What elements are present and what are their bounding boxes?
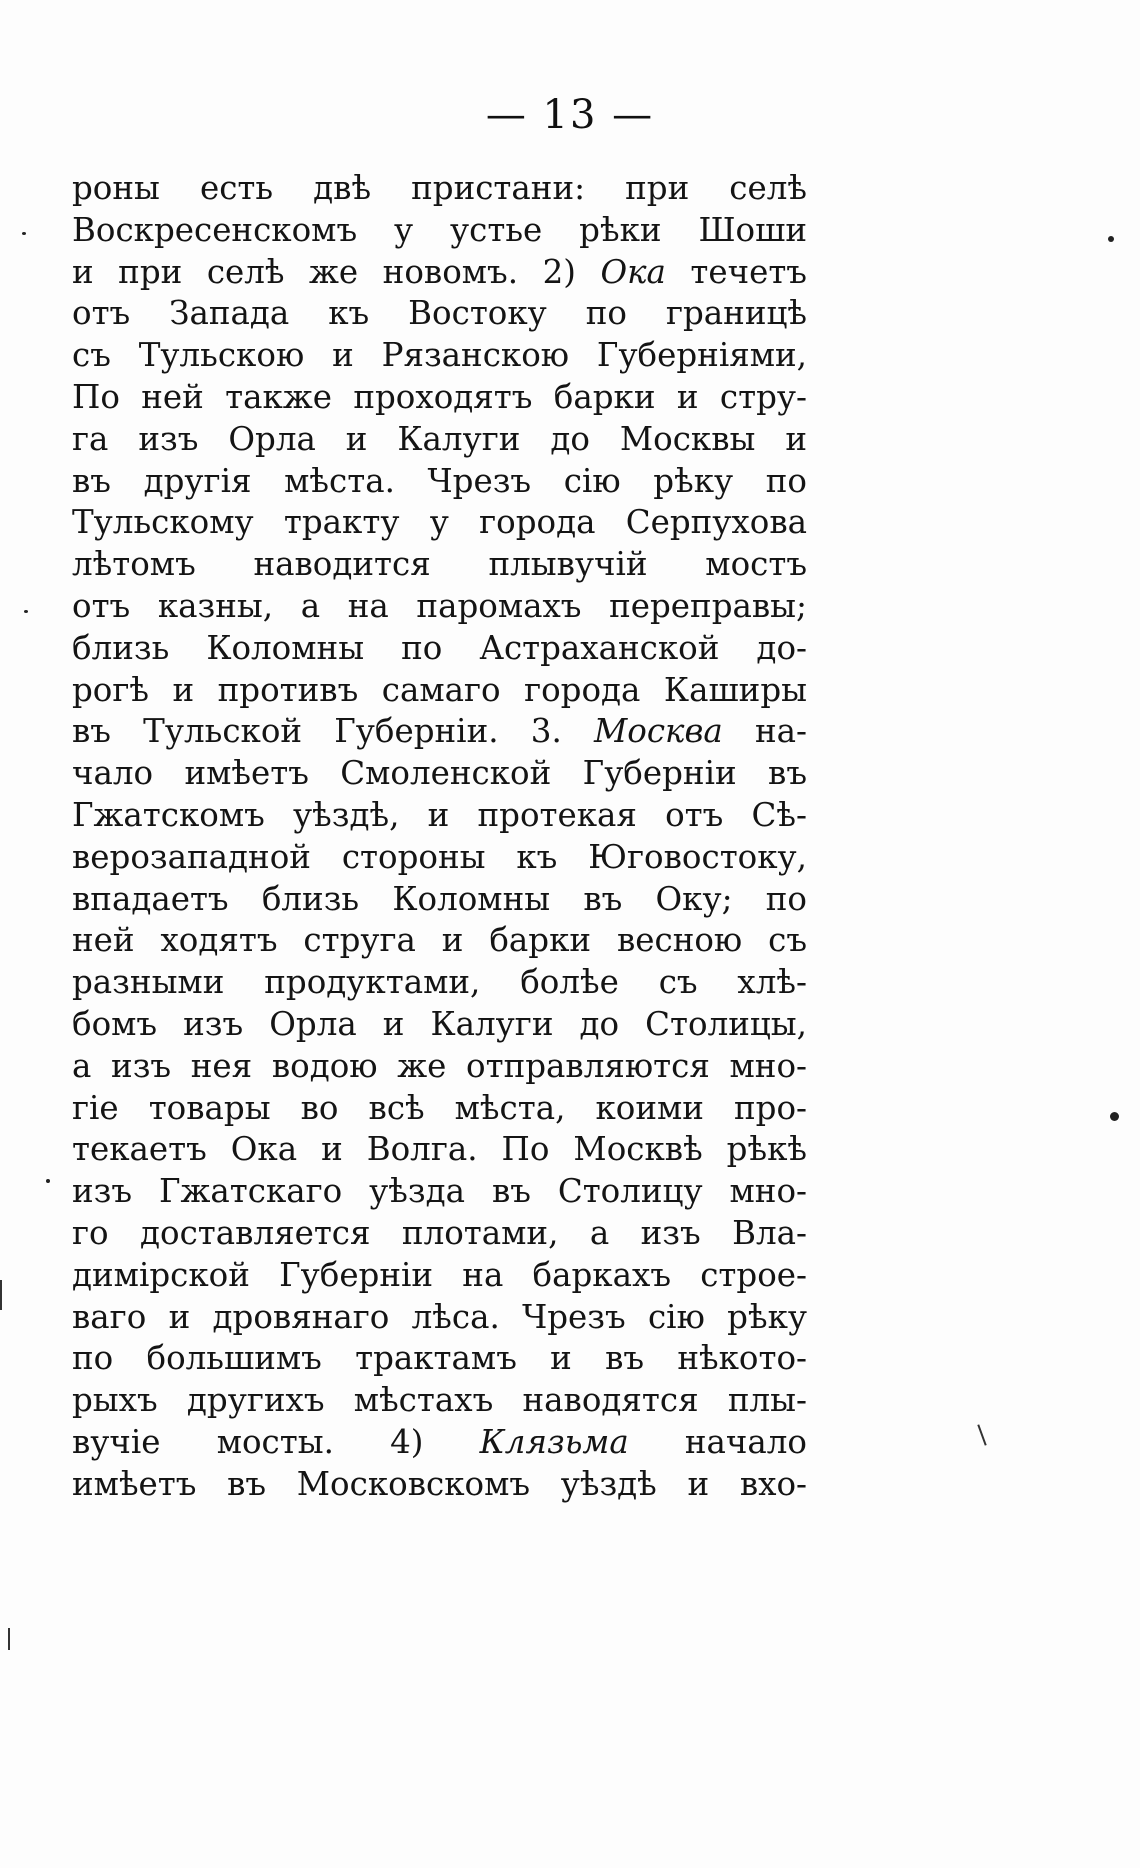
text-line: га изъ Орла и Калуги до Москвы и	[72, 419, 807, 458]
text-line: съ Тульскою и Рязанскою Губерніями,	[72, 336, 807, 375]
text-line: бомъ изъ Орла и Калуги до Столицы,	[72, 1004, 807, 1043]
text-line	[72, 711, 807, 753]
text-run: на-	[722, 712, 807, 751]
text-line: рыхъ другихъ мѣстахъ наводятся плы-	[72, 1381, 807, 1420]
section-number: 4)	[390, 1422, 480, 1461]
text-line: изъ Гжатскаго уѣзда въ Столицу мно-	[72, 1172, 807, 1211]
scan-speck	[1110, 1112, 1119, 1121]
text-line: По ней также проходятъ барки и стру-	[72, 377, 807, 416]
section-number: 3.	[530, 712, 594, 751]
section-number: 2)	[542, 252, 601, 291]
text-line: отъ Запада къ Востоку по границѣ	[72, 294, 807, 333]
text-line: верозападной стороны къ Юговостоку,	[72, 837, 807, 876]
text-line: рогѣ и противъ самаго города Каширы	[72, 670, 807, 709]
text-line: Воскресенскомъ у устье рѣки Шоши	[72, 210, 807, 249]
text-line: чало имѣетъ Смоленской Губерніи въ	[72, 754, 807, 793]
text-line: гіе товары во всѣ мѣста, коими про-	[72, 1088, 807, 1127]
text-line: въ другія мѣста. Чрезъ сію рѣку по	[72, 461, 807, 500]
text-line: разными продуктами, болѣе съ хлѣ-	[72, 963, 807, 1002]
scan-mark	[8, 1628, 10, 1650]
text-line: имѣетъ въ Московскомъ уѣздѣ и вхо-	[72, 1464, 807, 1503]
scan-mark	[977, 1424, 986, 1445]
scan-speck	[24, 610, 28, 613]
scan-speck	[46, 1179, 50, 1183]
text-line	[72, 252, 807, 294]
text-line: отъ казны, а на паромахъ переправы;	[72, 586, 807, 625]
scan-speck	[1108, 236, 1114, 242]
text-line: Гжатскомъ уѣздѣ, и протекая отъ Сѣ-	[72, 795, 807, 834]
text-line: ней ходятъ струга и барки весною съ	[72, 921, 807, 960]
river-name-oka: Ока	[600, 252, 666, 291]
text-line: димірской Губерніи на баркахъ строе-	[72, 1255, 807, 1294]
river-name-moskva: Москва	[594, 712, 723, 751]
text-run: и при селѣ же новомъ.	[72, 252, 543, 291]
text-line: Тульскому тракту у города Серпухова	[72, 503, 807, 542]
text-run: начало	[628, 1422, 807, 1461]
text-run: въ Тульской Губерніи.	[72, 712, 531, 751]
text-line	[72, 1422, 807, 1464]
text-line: близь Коломны по Астраханской до-	[72, 628, 807, 667]
text-line: впадаетъ близь Коломны въ Оку; по	[72, 879, 807, 918]
text-line: лѣтомъ наводится плывучій мостъ	[72, 545, 807, 584]
text-line: го доставляется плотами, а изъ Вла-	[72, 1213, 807, 1252]
page-number: — 13 —	[485, 92, 655, 138]
river-name-klyazma: Клязьма	[479, 1422, 629, 1461]
text-line: по большимъ трактамъ и въ нѣкото-	[72, 1339, 807, 1378]
text-line: а изъ нея водою же отправляются мно-	[72, 1046, 807, 1085]
text-line: ваго и дровянаго лѣса. Чрезъ сію рѣку	[72, 1297, 807, 1336]
text-run: течетъ	[665, 252, 807, 291]
scan-speck	[22, 232, 26, 235]
body-text	[72, 168, 807, 1506]
scan-mark	[0, 1280, 2, 1310]
text-line: текаетъ Ока и Волга. По Москвѣ рѣкѣ	[72, 1130, 807, 1169]
text-run: вучіе мосты.	[72, 1422, 391, 1461]
text-line: роны есть двѣ пристани: при селѣ	[72, 169, 807, 207]
